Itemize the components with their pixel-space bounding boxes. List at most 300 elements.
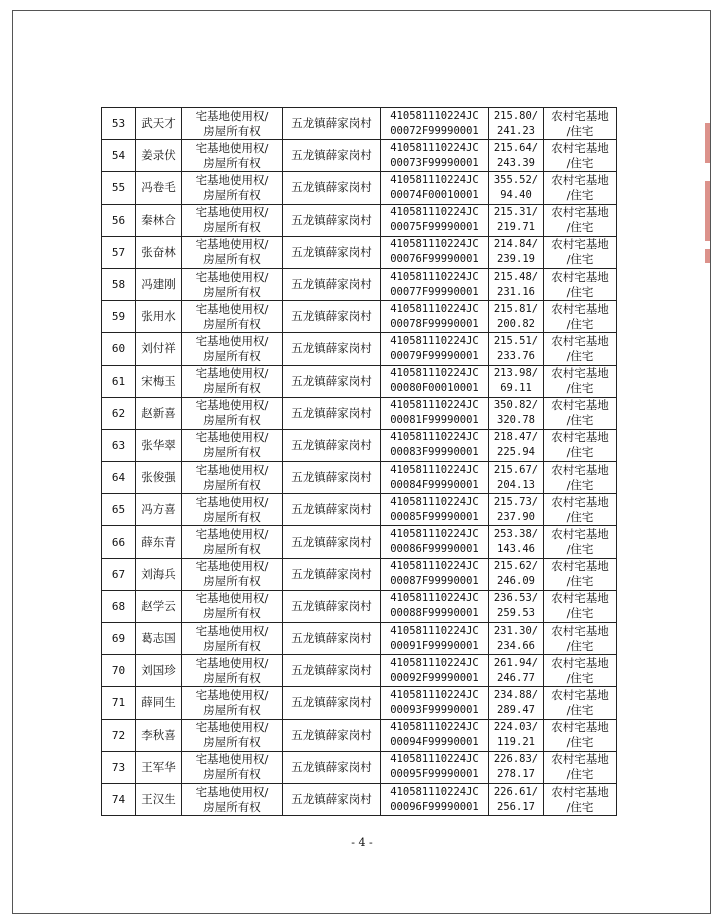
right-type-cell-line: 房屋所有权 — [203, 123, 261, 138]
right-type-cell-line: 房屋所有权 — [203, 767, 261, 782]
unit-code-cell-line: 00079F99990001 — [390, 349, 479, 362]
right-type-cell-line: 宅基地使用权/ — [195, 720, 269, 735]
right-type-cell-line: 房屋所有权 — [203, 799, 261, 814]
owner-name-cell: 葛志国 — [136, 623, 182, 655]
row-number-cell: 53 — [102, 108, 136, 140]
unit-code-cell — [381, 236, 489, 268]
usage-cell — [544, 751, 617, 783]
owner-name-cell: 刘海兵 — [136, 558, 182, 590]
usage-cell — [544, 590, 617, 622]
owner-name-cell: 秦林合 — [136, 204, 182, 236]
right-type-cell — [182, 365, 283, 397]
usage-cell-line: 农村宅基地 — [551, 333, 609, 348]
location-cell: 五龙镇薛家岗村 — [283, 429, 381, 461]
usage-cell — [544, 719, 617, 751]
right-type-cell-line: 房屋所有权 — [203, 702, 261, 717]
right-type-cell-line: 宅基地使用权/ — [195, 366, 269, 381]
table-row — [102, 236, 617, 268]
owner-name-cell: 赵学云 — [136, 590, 182, 622]
area-cell — [489, 719, 544, 751]
usage-cell-line: /住宅 — [566, 123, 594, 138]
owner-name-cell: 姜录伏 — [136, 140, 182, 172]
location-cell: 五龙镇薛家岗村 — [283, 301, 381, 333]
area-cell-line: 233.76 — [497, 349, 535, 362]
right-type-cell-line: 房屋所有权 — [203, 220, 261, 235]
usage-cell-line: 农村宅基地 — [551, 237, 609, 252]
unit-code-cell-line: 410581110224JC — [390, 367, 479, 380]
right-type-cell-line: 房屋所有权 — [203, 316, 261, 331]
unit-code-cell-line: 00084F99990001 — [390, 478, 479, 491]
unit-code-cell-line: 00074F00010001 — [390, 188, 479, 201]
unit-code-cell — [381, 590, 489, 622]
area-cell-line: 219.71 — [497, 221, 535, 234]
right-type-cell — [182, 687, 283, 719]
unit-code-cell — [381, 687, 489, 719]
table-row — [102, 333, 617, 365]
area-cell-line: 241.23 — [497, 124, 535, 137]
table-row — [102, 558, 617, 590]
owner-name-cell: 薛东青 — [136, 526, 182, 558]
area-cell — [489, 462, 544, 494]
unit-code-cell-line: 00093F99990001 — [390, 703, 479, 716]
unit-code-cell-line: 00072F99990001 — [390, 124, 479, 137]
area-cell-line: 215.48/ — [493, 270, 539, 283]
right-type-cell — [182, 140, 283, 172]
unit-code-cell-line: 410581110224JC — [390, 173, 479, 186]
row-number-cell: 65 — [102, 494, 136, 526]
location-cell: 五龙镇薛家岗村 — [283, 526, 381, 558]
unit-code-cell-line: 410581110224JC — [390, 141, 479, 154]
area-cell — [489, 301, 544, 333]
unit-code-cell-line: 00076F99990001 — [390, 253, 479, 266]
usage-cell-line: 农村宅基地 — [551, 108, 609, 123]
usage-cell-line: 农村宅基地 — [551, 784, 609, 799]
area-cell — [489, 655, 544, 687]
owner-name-cell: 张华翠 — [136, 429, 182, 461]
table-row — [102, 204, 617, 236]
table-row — [102, 397, 617, 429]
area-cell — [489, 140, 544, 172]
area-cell-line: 215.62/ — [493, 560, 539, 573]
right-type-cell-line: 宅基地使用权/ — [195, 172, 269, 187]
area-cell-line: 213.98/ — [493, 367, 539, 380]
area-cell-line: 253.38/ — [493, 528, 539, 541]
usage-cell-line: /住宅 — [566, 509, 594, 524]
table-row — [102, 655, 617, 687]
usage-cell-line: /住宅 — [566, 735, 594, 750]
row-number-cell: 57 — [102, 236, 136, 268]
usage-cell-line: /住宅 — [566, 381, 594, 396]
usage-cell-line: 农村宅基地 — [551, 527, 609, 542]
area-cell — [489, 108, 544, 140]
usage-cell — [544, 526, 617, 558]
usage-cell — [544, 462, 617, 494]
owner-name-cell: 冯卷毛 — [136, 172, 182, 204]
usage-cell-line: /住宅 — [566, 220, 594, 235]
usage-cell-line: 农村宅基地 — [551, 430, 609, 445]
unit-code-cell-line: 00095F99990001 — [390, 768, 479, 781]
location-cell: 五龙镇薛家岗村 — [283, 558, 381, 590]
area-cell — [489, 526, 544, 558]
usage-cell — [544, 172, 617, 204]
unit-code-cell-line: 410581110224JC — [390, 656, 479, 669]
area-cell-line: 231.16 — [497, 285, 535, 298]
unit-code-cell — [381, 268, 489, 300]
usage-cell — [544, 655, 617, 687]
location-cell: 五龙镇薛家岗村 — [283, 204, 381, 236]
usage-cell — [544, 268, 617, 300]
seal-stamp-edge — [705, 123, 710, 163]
area-cell — [489, 783, 544, 815]
usage-cell — [544, 333, 617, 365]
location-cell: 五龙镇薛家岗村 — [283, 365, 381, 397]
usage-cell-line: /住宅 — [566, 799, 594, 814]
right-type-cell — [182, 783, 283, 815]
owner-name-cell: 李秋喜 — [136, 719, 182, 751]
right-type-cell-line: 宅基地使用权/ — [195, 623, 269, 638]
unit-code-cell-line: 00073F99990001 — [390, 156, 479, 169]
right-type-cell — [182, 301, 283, 333]
location-cell: 五龙镇薛家岗村 — [283, 687, 381, 719]
area-cell-line: 226.61/ — [493, 785, 539, 798]
usage-cell-line: /住宅 — [566, 767, 594, 782]
location-cell: 五龙镇薛家岗村 — [283, 462, 381, 494]
owner-name-cell: 王汉生 — [136, 783, 182, 815]
location-cell: 五龙镇薛家岗村 — [283, 397, 381, 429]
right-type-cell-line: 宅基地使用权/ — [195, 398, 269, 413]
table-row — [102, 783, 617, 815]
unit-code-cell-line: 410581110224JC — [390, 592, 479, 605]
unit-code-cell-line: 410581110224JC — [390, 109, 479, 122]
unit-code-cell — [381, 751, 489, 783]
row-number-cell: 59 — [102, 301, 136, 333]
right-type-cell-line: 宅基地使用权/ — [195, 205, 269, 220]
right-type-cell-line: 宅基地使用权/ — [195, 108, 269, 123]
usage-cell-line: 农村宅基地 — [551, 752, 609, 767]
owner-name-cell: 张奋林 — [136, 236, 182, 268]
table-row — [102, 365, 617, 397]
row-number-cell: 73 — [102, 751, 136, 783]
unit-code-cell-line: 00094F99990001 — [390, 736, 479, 749]
area-cell-line: 261.94/ — [493, 656, 539, 669]
right-type-cell-line: 房屋所有权 — [203, 252, 261, 267]
owner-name-cell: 王军华 — [136, 751, 182, 783]
usage-cell-line: 农村宅基地 — [551, 687, 609, 702]
right-type-cell-line: 宅基地使用权/ — [195, 687, 269, 702]
unit-code-cell — [381, 783, 489, 815]
area-cell-line: 355.52/ — [493, 173, 539, 186]
area-cell-line: 215.51/ — [493, 334, 539, 347]
owner-name-cell: 薛同生 — [136, 687, 182, 719]
area-cell-line: 215.31/ — [493, 206, 539, 219]
usage-cell-line: /住宅 — [566, 348, 594, 363]
usage-cell — [544, 236, 617, 268]
right-type-cell-line: 宅基地使用权/ — [195, 269, 269, 284]
usage-cell-line: 农村宅基地 — [551, 301, 609, 316]
right-type-cell-line: 房屋所有权 — [203, 542, 261, 557]
right-type-cell — [182, 429, 283, 461]
row-number-cell: 67 — [102, 558, 136, 590]
unit-code-cell — [381, 172, 489, 204]
usage-cell-line: 农村宅基地 — [551, 623, 609, 638]
unit-code-cell — [381, 397, 489, 429]
usage-cell — [544, 558, 617, 590]
unit-code-cell-line: 410581110224JC — [390, 206, 479, 219]
unit-code-cell — [381, 140, 489, 172]
table-row — [102, 462, 617, 494]
unit-code-cell — [381, 301, 489, 333]
area-cell-line: 224.03/ — [493, 721, 539, 734]
row-number-cell: 61 — [102, 365, 136, 397]
right-type-cell — [182, 236, 283, 268]
unit-code-cell-line: 00083F99990001 — [390, 446, 479, 459]
right-type-cell — [182, 558, 283, 590]
usage-cell — [544, 687, 617, 719]
right-type-cell-line: 宅基地使用权/ — [195, 237, 269, 252]
row-number-cell: 64 — [102, 462, 136, 494]
owner-name-cell: 武天才 — [136, 108, 182, 140]
area-cell — [489, 172, 544, 204]
area-cell-line: 243.39 — [497, 156, 535, 169]
unit-code-cell-line: 00096F99990001 — [390, 800, 479, 813]
right-type-cell — [182, 494, 283, 526]
area-cell — [489, 333, 544, 365]
owner-name-cell: 宋梅玉 — [136, 365, 182, 397]
owner-name-cell: 刘国珍 — [136, 655, 182, 687]
row-number-cell: 72 — [102, 719, 136, 751]
row-number-cell: 63 — [102, 429, 136, 461]
unit-code-cell — [381, 494, 489, 526]
area-cell — [489, 236, 544, 268]
unit-code-cell-line: 00092F99990001 — [390, 671, 479, 684]
right-type-cell — [182, 623, 283, 655]
right-type-cell-line: 房屋所有权 — [203, 381, 261, 396]
registry-table — [101, 107, 617, 816]
unit-code-cell-line: 410581110224JC — [390, 495, 479, 508]
area-cell — [489, 590, 544, 622]
row-number-cell: 71 — [102, 687, 136, 719]
owner-name-cell: 赵新喜 — [136, 397, 182, 429]
area-cell — [489, 397, 544, 429]
table-row — [102, 494, 617, 526]
unit-code-cell — [381, 526, 489, 558]
table-row — [102, 268, 617, 300]
right-type-cell-line: 宅基地使用权/ — [195, 494, 269, 509]
unit-code-cell-line: 00080F00010001 — [390, 382, 479, 395]
usage-cell-line: /住宅 — [566, 477, 594, 492]
right-type-cell-line: 房屋所有权 — [203, 735, 261, 750]
unit-code-cell-line: 00087F99990001 — [390, 575, 479, 588]
area-cell-line: 278.17 — [497, 768, 535, 781]
table-row — [102, 108, 617, 140]
area-cell-line: 119.21 — [497, 736, 535, 749]
owner-name-cell: 刘付祥 — [136, 333, 182, 365]
usage-cell — [544, 140, 617, 172]
right-type-cell — [182, 751, 283, 783]
row-number-cell: 60 — [102, 333, 136, 365]
usage-cell-line: /住宅 — [566, 574, 594, 589]
area-cell-line: 225.94 — [497, 446, 535, 459]
area-cell-line: 246.77 — [497, 671, 535, 684]
usage-cell-line: /住宅 — [566, 542, 594, 557]
area-cell — [489, 204, 544, 236]
usage-cell-line: /住宅 — [566, 670, 594, 685]
table-row — [102, 687, 617, 719]
usage-cell-line: /住宅 — [566, 702, 594, 717]
table-row — [102, 429, 617, 461]
usage-cell-line: 农村宅基地 — [551, 398, 609, 413]
unit-code-cell-line: 410581110224JC — [390, 528, 479, 541]
row-number-cell: 56 — [102, 204, 136, 236]
area-cell-line: 143.46 — [497, 543, 535, 556]
area-cell-line: 200.82 — [497, 317, 535, 330]
location-cell: 五龙镇薛家岗村 — [283, 783, 381, 815]
usage-cell-line: /住宅 — [566, 638, 594, 653]
right-type-cell — [182, 108, 283, 140]
usage-cell-line: 农村宅基地 — [551, 655, 609, 670]
location-cell: 五龙镇薛家岗村 — [283, 623, 381, 655]
table-row — [102, 172, 617, 204]
usage-cell-line: 农村宅基地 — [551, 559, 609, 574]
usage-cell-line: /住宅 — [566, 187, 594, 202]
row-number-cell: 69 — [102, 623, 136, 655]
location-cell: 五龙镇薛家岗村 — [283, 333, 381, 365]
right-type-cell — [182, 397, 283, 429]
area-cell-line: 236.53/ — [493, 592, 539, 605]
usage-cell-line: 农村宅基地 — [551, 366, 609, 381]
usage-cell-line: 农村宅基地 — [551, 269, 609, 284]
row-number-cell: 68 — [102, 590, 136, 622]
owner-name-cell: 冯建刚 — [136, 268, 182, 300]
area-cell-line: 259.53 — [497, 607, 535, 620]
location-cell: 五龙镇薛家岗村 — [283, 751, 381, 783]
unit-code-cell-line: 410581110224JC — [390, 399, 479, 412]
usage-cell — [544, 365, 617, 397]
row-number-cell: 70 — [102, 655, 136, 687]
location-cell: 五龙镇薛家岗村 — [283, 236, 381, 268]
location-cell: 五龙镇薛家岗村 — [283, 172, 381, 204]
right-type-cell-line: 宅基地使用权/ — [195, 752, 269, 767]
seal-stamp-edge — [705, 181, 710, 241]
row-number-cell: 54 — [102, 140, 136, 172]
area-cell — [489, 623, 544, 655]
area-cell-line: 350.82/ — [493, 399, 539, 412]
table-row — [102, 751, 617, 783]
area-cell — [489, 365, 544, 397]
area-cell-line: 218.47/ — [493, 431, 539, 444]
unit-code-cell-line: 00081F99990001 — [390, 414, 479, 427]
unit-code-cell-line: 00075F99990001 — [390, 221, 479, 234]
right-type-cell-line: 宅基地使用权/ — [195, 140, 269, 155]
row-number-cell: 66 — [102, 526, 136, 558]
unit-code-cell-line: 410581110224JC — [390, 270, 479, 283]
right-type-cell-line: 宅基地使用权/ — [195, 333, 269, 348]
area-cell-line: 239.19 — [497, 253, 535, 266]
unit-code-cell-line: 00085F99990001 — [390, 510, 479, 523]
unit-code-cell-line: 410581110224JC — [390, 463, 479, 476]
unit-code-cell-line: 00086F99990001 — [390, 543, 479, 556]
usage-cell — [544, 301, 617, 333]
right-type-cell-line: 宅基地使用权/ — [195, 591, 269, 606]
table-row — [102, 719, 617, 751]
area-cell-line: 320.78 — [497, 414, 535, 427]
area-cell-line: 246.09 — [497, 575, 535, 588]
right-type-cell-line: 房屋所有权 — [203, 413, 261, 428]
area-cell-line: 215.64/ — [493, 141, 539, 154]
area-cell-line: 94.40 — [500, 188, 532, 201]
row-number-cell: 58 — [102, 268, 136, 300]
area-cell-line: 215.81/ — [493, 302, 539, 315]
unit-code-cell-line: 410581110224JC — [390, 688, 479, 701]
right-type-cell — [182, 526, 283, 558]
unit-code-cell — [381, 719, 489, 751]
right-type-cell-line: 房屋所有权 — [203, 574, 261, 589]
location-cell: 五龙镇薛家岗村 — [283, 108, 381, 140]
unit-code-cell-line: 410581110224JC — [390, 302, 479, 315]
location-cell: 五龙镇薛家岗村 — [283, 140, 381, 172]
usage-cell-line: /住宅 — [566, 413, 594, 428]
area-cell-line: 215.67/ — [493, 463, 539, 476]
unit-code-cell — [381, 623, 489, 655]
right-type-cell-line: 宅基地使用权/ — [195, 462, 269, 477]
area-cell-line: 214.84/ — [493, 238, 539, 251]
unit-code-cell-line: 00088F99990001 — [390, 607, 479, 620]
unit-code-cell-line: 410581110224JC — [390, 624, 479, 637]
unit-code-cell-line: 410581110224JC — [390, 560, 479, 573]
area-cell — [489, 558, 544, 590]
usage-cell-line: /住宅 — [566, 316, 594, 331]
usage-cell-line: /住宅 — [566, 606, 594, 621]
unit-code-cell — [381, 108, 489, 140]
usage-cell — [544, 204, 617, 236]
page-number: - 4 - — [351, 836, 373, 849]
table-body — [102, 108, 617, 816]
location-cell: 五龙镇薛家岗村 — [283, 655, 381, 687]
right-type-cell-line: 房屋所有权 — [203, 670, 261, 685]
right-type-cell-line: 宅基地使用权/ — [195, 655, 269, 670]
area-cell — [489, 751, 544, 783]
usage-cell — [544, 108, 617, 140]
area-cell-line: 289.47 — [497, 703, 535, 716]
right-type-cell-line: 宅基地使用权/ — [195, 527, 269, 542]
owner-name-cell: 张俊强 — [136, 462, 182, 494]
right-type-cell-line: 房屋所有权 — [203, 348, 261, 363]
area-cell — [489, 687, 544, 719]
table-row — [102, 301, 617, 333]
unit-code-cell — [381, 462, 489, 494]
right-type-cell-line: 宅基地使用权/ — [195, 559, 269, 574]
usage-cell-line: 农村宅基地 — [551, 591, 609, 606]
area-cell-line: 234.88/ — [493, 688, 539, 701]
right-type-cell-line: 房屋所有权 — [203, 477, 261, 492]
location-cell: 五龙镇薛家岗村 — [283, 719, 381, 751]
right-type-cell-line: 房屋所有权 — [203, 638, 261, 653]
right-type-cell-line: 宅基地使用权/ — [195, 301, 269, 316]
area-cell-line: 256.17 — [497, 800, 535, 813]
usage-cell-line: 农村宅基地 — [551, 720, 609, 735]
usage-cell — [544, 429, 617, 461]
area-cell-line: 234.66 — [497, 639, 535, 652]
owner-name-cell: 张用水 — [136, 301, 182, 333]
unit-code-cell-line: 00091F99990001 — [390, 639, 479, 652]
unit-code-cell-line: 410581110224JC — [390, 753, 479, 766]
unit-code-cell-line: 00077F99990001 — [390, 285, 479, 298]
location-cell: 五龙镇薛家岗村 — [283, 494, 381, 526]
usage-cell — [544, 783, 617, 815]
table-row — [102, 590, 617, 622]
usage-cell-line: /住宅 — [566, 252, 594, 267]
right-type-cell-line: 房屋所有权 — [203, 509, 261, 524]
